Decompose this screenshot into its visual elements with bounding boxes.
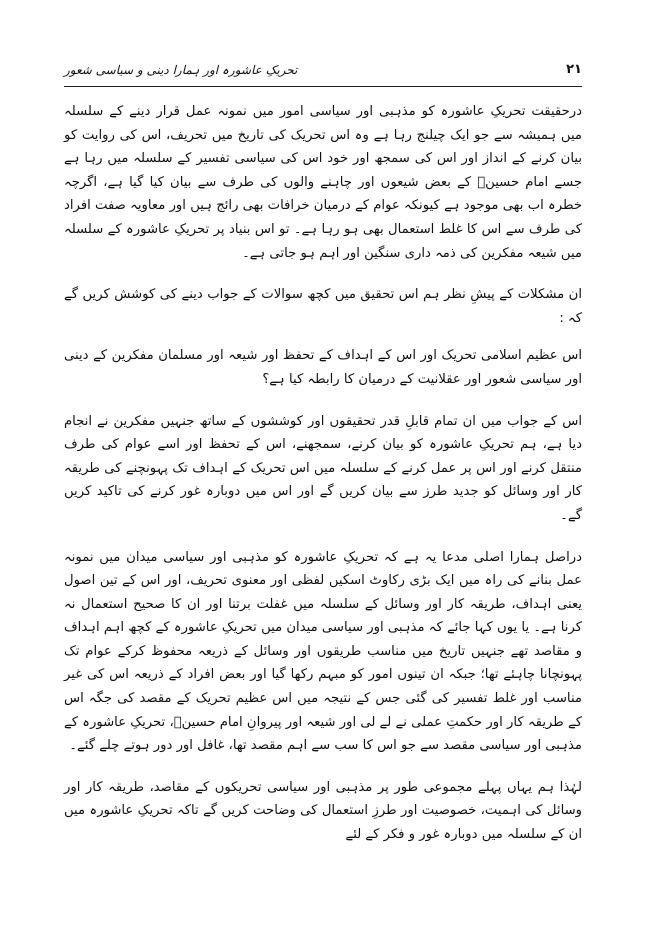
- header-divider: [64, 86, 582, 87]
- page-number: ۲۱: [566, 62, 582, 77]
- running-title: تحریکِ عاشورہ اور ہمارا دینی و سیاسی شعور: [64, 63, 298, 77]
- paragraph-3: اس عظیم اسلامی تحریک اور اس کے اہداف کے تحفظ اور شیعہ اور مسلمان مفکرین کے دینی اور سیاسی شعور اور عقلانیت کے درمیان کا رابطہ کیا ہے؟: [64, 348, 582, 387]
- running-header: [64, 62, 582, 84]
- paragraph-1: درحقیقت تحریکِ عاشورہ کو مذہبی اور سیاسی امور میں نمونہ عمل قرار دینے کے سلسلہ میں ہمیشہ سے جو ایک چیلنج رہا ہے وہ اس تحریک کی تاریخ میں تحریف، اس کی روایت کو بیان کرنے کے انداز اور اس کی سمجھ اور خود اس کی سیاسی تفسیر کے سلسلہ میں رہا ہے جسے امام حسینؑ کے بعض شیعوں اور چاہنے والوں کی طرف سے بیان کیا گیا ہے، اگرچہ خطرہ اب بھی موجود ہے کیونکہ عوام کے درمیان خرافات بھی رائج ہیں اور معاویہ صفت افراد کی طرف سے اس کا غلط استعمال بھی ہو رہا ہے۔ تو اس بنیاد پر تحریکِ عاشورہ کے سلسلہ میں شیعہ مفکرین کی ذمہ داری سنگین اور اہم ہو جاتی ہے۔: [64, 104, 582, 261]
- body-text: [64, 100, 582, 865]
- paragraph-4: اس کے جواب میں ان تمام قابلِ قدر تحقیقوں اور کوششوں کے ساتھ جنہیں مفکرین نے انجام دیا ہے، ہم تحریکِ عاشورہ کو بیان کرنے، سمجھنے، اس کے تحفظ اور اسے عوام کی طرف منتقل کرنے اور اس پر عمل کرنے کے سلسلہ میں اس تحریک کے اہداف تک پہونچنے کی طریقہ کار اور وسائل کو جدید طرز سے بیان کریں گے اور اس میں دوبارہ غور کرنے کی تاکید کریں گے۔: [64, 413, 582, 523]
- paragraph-2: ان مشکلات کے پیشِ نظر ہم اس تحقیق میں کچھ سوالات کے جواب دینے کی کوشش کریں گے کہ :: [64, 287, 582, 326]
- paragraph-5: دراصل ہمارا اصلی مدعا یہ ہے کہ تحریکِ عاشورہ کو مذہبی اور سیاسی میدان میں نمونہ عمل بنانے کی راہ میں ایک بڑی رکاوٹ اسکیں لفظی اور معنوی تحریف، اور اس کے تین اصول یعنی اہداف، طریقہ کار اور وسائل کے سلسلہ میں غفلت برتنا اور ان کا صحیح استعمال نہ کرنا ہے۔ یا یوں کہا جائے کہ مذہبی اور سیاسی میدان میں تحریکِ عاشورہ کے کچھ اہم اہداف و مقاصد تھے جنہیں تاریخ میں مناسب طریقوں اور وسائل کے ذریعہ محفوظ کرکے عوام تک پہونچانا چاہئے تھا؛ جبکہ ان تینوں امور کو مبہم رکھا گیا اور بعض افراد کے ذریعہ اس کی غیر مناسب اور غلط تفسیر کی گئی جس کے نتیجہ میں اس عظیم تحریک کے مقصد کی جگہ اس کے طریقہ کار اور حکمتِ عملی نے لے لی اور شیعہ اور پیروانِ امام حسینؑ، تحریکِ عاشورہ کے مذہبی اور سیاسی مقصد سے جو اس کا سب سے اہم مقصد تھا، غافل اور دور ہوتے چلے گئے۔: [64, 549, 582, 754]
- paragraph-6: لہٰذا ہم یہاں پہلے مجموعی طور پر مذہبی اور سیاسی تحریکوں کے مقاصد، طریقہ کار اور وسائل کی اہمیت، خصوصیت اور طرزِ استعمال کی وضاحت کریں گے تاکہ تحریکِ عاشورہ میں ان کے سلسلہ میں دوبارہ غور و فکر کے لئے: [64, 779, 582, 843]
